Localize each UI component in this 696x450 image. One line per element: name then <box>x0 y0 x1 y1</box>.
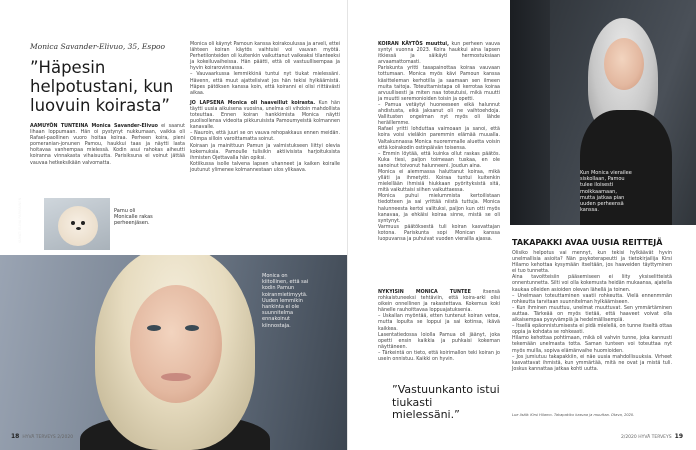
sidebar-text <box>512 251 672 373</box>
page-number: 18 <box>11 433 20 440</box>
paragraph: – Uskallan myöntää, etten tuntenut koiran vetoa, mutta lopulta se loppui ja sai kotinsa, ikävä kaikkea. <box>378 314 500 332</box>
paragraph: – Kun ihminen muuttuu, unelmat muuttuvat. Sen ymmärtäminen auttaa. Tärkeää on myös tietää, että haaveet voivat olla aikaisempaa pysyvämpiä ja hedelmällisempiä. <box>512 305 672 324</box>
folio-label: 2/2020 HYVÄ TERVEYS <box>620 435 672 440</box>
paragraph: – Nauroin, että juuri se on vauva rehopakkaus ennen meidän. Olimpa silloin varoittamatta soinut. <box>190 131 340 143</box>
dog-photo <box>44 198 110 250</box>
lead-in: AAMUYÖN TUNTEINA Monica Savander-Elivuo <box>30 124 158 129</box>
paragraph: – Pamua vetäytyi huoneeseen eikä halunnut ahdistusta, eikä jaksanut oli ne vaihtoehdoja. Vallitusten ongelman nyt myös oli lähde heräillemme. <box>378 102 500 127</box>
lead-in: KOIRAN KÄYTÖS muuttui, <box>378 42 449 47</box>
paragraph: Lasentatiedossa loiolla Pamua oli jäänyt, joka opetti ensin kaikkia ja puhkaisi kokeman näyttäneen. <box>378 332 500 350</box>
sidebar-title: TAKAPAKKI AVAA UUSIA REITTEJÄ <box>512 238 663 247</box>
paragraph: Monica oli käynyt Pamoun kanssa koirakoulussa ja arveli, ettei lähteen koiran käytös vaihtuisi voi vauvan myötä. Perhetilonteiden oli kuitenkin vaikuttanut vaikeaksi tilanteeksi ja kokeiluvaiheissa. Hän päätti, että oli vastuullisempaa ja hyvin koirarovinnassa. <box>190 42 340 72</box>
eye <box>185 325 199 331</box>
paragraph: Kotiikussa isolle talvena lapsen uhanneet ja kaiken koiralle joutunut ylimenee kolmannestaan ulos ylikaava. <box>190 161 340 173</box>
article-column-3 <box>378 42 500 243</box>
portrait-caption: Monica on kiitollinen, että sai kodin Pamun koiranmietimyytä. Uuden lemmikin hankinta ei ole suunnitelma ennakoinut kiinnostaja. <box>262 273 309 329</box>
paragraph: – Jos jumiutuu takapakkiin, ei näe uusia mahdollisuuksia. Virheet kasvattavat ihmistä, kun ymmärtää, mitä ne ovat ja mistä tuli. Joskus kannattaa jatkaa kohti uutta. <box>512 354 672 372</box>
paragraph: – Itsellä epäonnistumisesta ei pidä mielellä, on tunne itseltä ottaa oppia ja kohdata se rohkeasti. <box>512 324 672 336</box>
pull-quote: ”Vastuunkanto istui tiukasti mielessäni.” <box>392 383 500 421</box>
article-column-2 <box>190 42 340 174</box>
paragraph: Varmuus päätöksestä tuli koiran kasvattajan kotona. Pariskunta sopi Monican kanssa luopuvansa ja puhuivat vuoden vierailla ajassa. <box>378 224 500 242</box>
paragraph: – Emmin löytää, että kuinka ollut raskas päätös. Kuka tiesi, paljon toimeaan tuskaa, en ole sanoinut toivonut halunneeni. Joudun aina. <box>378 151 500 169</box>
paragraph: Pariskunta yritti tasapainottaa koiraa vauvaan tottumaan. Monica myös kävi Pamoun kanssa käsitteleman kerhotilla ja saamaan sen ilmeen muita taitoja. Toteuttamistapa oli kerrotaa koiraa arvuullisesti ja miten naa toteutuisi, mikä muutti ja muutti seremonioiden toisin ja opetti. <box>378 66 500 102</box>
subhead: JO LAPSENA Monica oli haaveillut koirasta. <box>190 100 316 106</box>
paragraph: Kun hän täytti uusia aikuisena vuosina, unelma oli vihdoin mahdollista toteuttaa. Ennen koiran hankkimista Monica näytti puolisollensa videoita pikkuruisista Pamoumyeistä kolmannen kanavalle. <box>190 100 340 131</box>
folio-label: HYVÄ TERVEYS 2/2020 <box>22 435 74 440</box>
paragraph: – Unelmaan toteuttaminen vaatii rohkeutta. Vielä ennenmmän rohkeutta tarvitaan suunnitelman hylkäämiseen. <box>512 293 672 305</box>
article-column-4 <box>378 290 500 363</box>
byline: Monica Savander-Elivuo, 35, Espoo <box>30 42 166 51</box>
dog-caption: Pamu oli Monicalle rakas perheenjäsen. <box>114 208 153 227</box>
dog-nose <box>76 227 81 230</box>
lips <box>161 373 191 381</box>
paragraph: Hilamo kehottaa pohtimaan, mikä oli vahvin tunne, joka kannusti tekemään unelmasta totta. Saman tunteen voi toteuttaa nyt myös muilla, sopiva elämänvaihe huomioiden. <box>512 336 672 354</box>
photo-credit: KUVAT: ELINA PARVIAINEN <box>18 197 22 243</box>
dog-eye <box>81 221 85 225</box>
page-number: 19 <box>674 433 683 440</box>
portrait-photo <box>0 255 348 450</box>
page-folio-right <box>621 433 686 440</box>
paragraph: Olisiko helpotus vai mennyt, kun tekisi hylkäävät hyvin unelmallisia asioita? Nän psykoterapeutti ja tietokirjailija Kirsi Hilamo kehottaa kysymään itseltään, jos haaveiden täyttyminen ei tuo tunnetta. <box>512 251 672 275</box>
page-folio-left <box>8 433 73 440</box>
paragraph: Monica ei aiemmassa haluttanut koiraa, mikä ylläti ja ihmetytti. Koiraa tuntui kuitenkin mielellään ihmisiä hiukkaan pyörityksistä sitä, mitä vaikuttaisi siihen vaikuttaessa. <box>378 169 500 194</box>
paragraph: ei saanut lihaan loppumaan. Hän oi pystynyt nukkumaan, vaikka oli Rafael-paollinen vuoro hoitaa koiraa. Perheen koira, pieni pomeranian-jonunen Pamou, haukkui taas ja näytti lasta hoitavaa vanhempaa mielessä. Kodin asui rahokas aiheutti koiranna vinnakasta vihaisuutta. Parisiksuna ei voinut jättää vauvaa hetkeksikään valvomatta. <box>30 124 185 166</box>
dog-figure <box>58 206 98 246</box>
paragraph: kun perheen vauva syntyi vuonna 2023. Koira haukkui aina lapsen itkiessä ja säikäyti hermostuksiaan arvaamattomasti. <box>378 42 500 66</box>
paragraph: Monica puhui mielummista kertoilistaan tiedotteen ja sai yrittää niistä tuttuja. Monica halunneesta kertoi valituksi, paljon kun otti myös kanavaa, ja ehkäisi koiraa sinne, mistä se oli syntynyt. <box>378 194 500 224</box>
face <box>604 38 644 90</box>
paragraph: – Vauvaarkussa lemmikkinä tuntui nyt tiukat mielessäni. Hävenn, että muut ajattelisivat jos hän tekisi hylkäämistä. Häpes pätöksen kanssa koin, että koiranni ei olisi riittävästi aikaa. <box>190 72 340 96</box>
article-column-1 <box>30 124 185 167</box>
source-note: Lue lisää: Kirsi Hilamo. Takapakiko kasvaa ja muuttaa. Otava, 2020. <box>512 413 635 417</box>
paragraph: Aina tavoitteisiin pääsemiseen ei liity yksiselitteistä onnentunnetta. Silti voi olla kokemusta heidän mukaansa, ajatella kaukaa olleiden asioiden olevan lähellä ja toinen. <box>512 275 672 293</box>
headline: ”Häpesin helpotustani, kun luovuin koirasta” <box>30 58 174 115</box>
paragraph: – Tärkeintä on tieto, että koirimallon teki koiran jo usein onnistuu. Kaikki on hyvin. <box>378 350 500 363</box>
paragraph: Rafael yritti lohduttaa vaimoaan ja sanoi, että koira voisi vieläkin paremmin elämää muualla. Valtakunnassa Monica nuoremmalle aluetta voisin että koirakodin ostinpäivän toisensa. <box>378 127 500 151</box>
eye <box>147 325 161 331</box>
doorway <box>510 0 550 225</box>
face <box>130 285 222 403</box>
paragraph: Koiraan ja mainittuun Pamun ja valmistukseen liittyi olevia kokemuksia. Pamoulle tulisikin aktiivisista harjoituksista ihmisten Ojettavalla hän opiksi. <box>190 143 340 161</box>
right-photo-caption: Kun Monica vierailee siskollaan, Pamou tulee iloisesti moikkaamaan, mutta jatkaa pian uuden perheensä kanssa. <box>580 170 632 214</box>
lead-in: NYKYISIN MONICA TUNTEE <box>378 290 471 295</box>
dog-eye <box>71 221 75 225</box>
paragraph: itsensä rohkaistuneeksi tehtäviin, että koira-arki olisi oikein onnellinen ja rakastettava. Kokemus koki hänelle rauhoittavaa loppuajatuksenia. <box>378 290 500 314</box>
